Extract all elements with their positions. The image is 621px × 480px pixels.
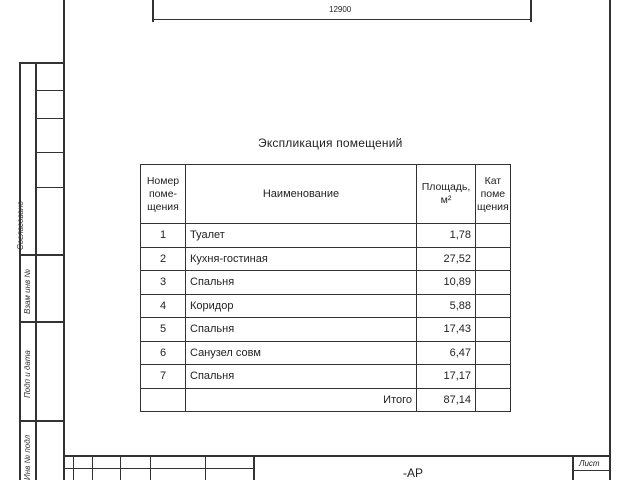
stamp-col-3	[120, 455, 121, 480]
sidebar-h7	[19, 420, 64, 422]
header-area: Площадь, м²	[417, 165, 476, 224]
row-name: Спальня	[186, 271, 417, 295]
total-label: Итого	[186, 388, 417, 412]
stamp-top	[63, 455, 610, 457]
total-value: 87,14	[417, 388, 476, 412]
total-empty	[141, 388, 186, 412]
row-area: 1,78	[417, 224, 476, 248]
stamp-col-1	[73, 455, 74, 480]
row-number: 6	[141, 341, 186, 365]
table-total-row	[141, 388, 511, 412]
row-category	[476, 318, 511, 342]
row-number: 3	[141, 271, 186, 295]
stamp-col-2	[92, 455, 93, 480]
sidebar-h1	[35, 90, 64, 91]
sidebar-h4	[35, 187, 64, 188]
sidebar-inner	[35, 62, 37, 480]
stamp-col-4	[150, 455, 151, 480]
frame-left	[63, 0, 65, 480]
dimension-tick-right	[530, 0, 532, 22]
row-name: Туалет	[186, 224, 417, 248]
dimension-tick-left	[152, 0, 154, 22]
header-name: Наименование	[186, 165, 417, 224]
sidebar-top	[19, 62, 64, 64]
sidebar-label-replace-inv: Взам инв №	[23, 268, 32, 314]
row-category	[476, 247, 511, 271]
row-number: 1	[141, 224, 186, 248]
table-row	[141, 318, 511, 342]
row-category	[476, 271, 511, 295]
header-number: Номер поме- щения	[141, 165, 186, 224]
row-category	[476, 341, 511, 365]
sidebar-outer-left	[19, 62, 21, 480]
row-category	[476, 294, 511, 318]
stamp-col-6	[253, 455, 255, 480]
sidebar-h3	[35, 152, 64, 153]
total-cat-empty	[476, 388, 511, 412]
table-row	[141, 224, 511, 248]
row-name: Спальня	[186, 365, 417, 389]
table-row	[141, 341, 511, 365]
stamp-sheet-line	[572, 470, 610, 471]
stamp-sheet-label: Лист	[579, 459, 600, 468]
stamp-col-7	[572, 455, 574, 480]
table-row	[141, 365, 511, 389]
row-name: Санузел совм	[186, 341, 417, 365]
header-category: Кат поме щения	[476, 165, 511, 224]
row-number: 5	[141, 318, 186, 342]
sidebar-label-sign-date: Подп и дата	[23, 350, 32, 398]
row-area: 17,43	[417, 318, 476, 342]
table-row	[141, 271, 511, 295]
dimension-label: 12900	[329, 5, 352, 14]
sidebar-label-inv-orig: Инв № подл	[23, 434, 32, 480]
table-row	[141, 294, 511, 318]
row-area: 27,52	[417, 247, 476, 271]
row-name: Коридор	[186, 294, 417, 318]
row-area: 5,88	[417, 294, 476, 318]
row-category	[476, 365, 511, 389]
sidebar-h6	[19, 321, 64, 323]
frame-right	[609, 0, 611, 480]
row-number: 4	[141, 294, 186, 318]
row-area: 17,17	[417, 365, 476, 389]
stamp-col-5	[205, 455, 206, 480]
row-name: Кухня-гостиная	[186, 247, 417, 271]
row-name: Спальня	[186, 318, 417, 342]
explication-title: Экспликация помещений	[258, 136, 403, 150]
stamp-code: -АР	[403, 466, 424, 480]
row-area: 6,47	[417, 341, 476, 365]
dimension-line	[152, 19, 531, 20]
row-category	[476, 224, 511, 248]
row-area: 10,89	[417, 271, 476, 295]
row-number: 7	[141, 365, 186, 389]
sidebar-label-agreed: Согласовано	[16, 201, 25, 250]
table-row	[141, 247, 511, 271]
sidebar-h5	[19, 254, 64, 256]
row-number: 2	[141, 247, 186, 271]
explication-table	[140, 164, 511, 412]
sidebar-h2	[35, 118, 64, 119]
